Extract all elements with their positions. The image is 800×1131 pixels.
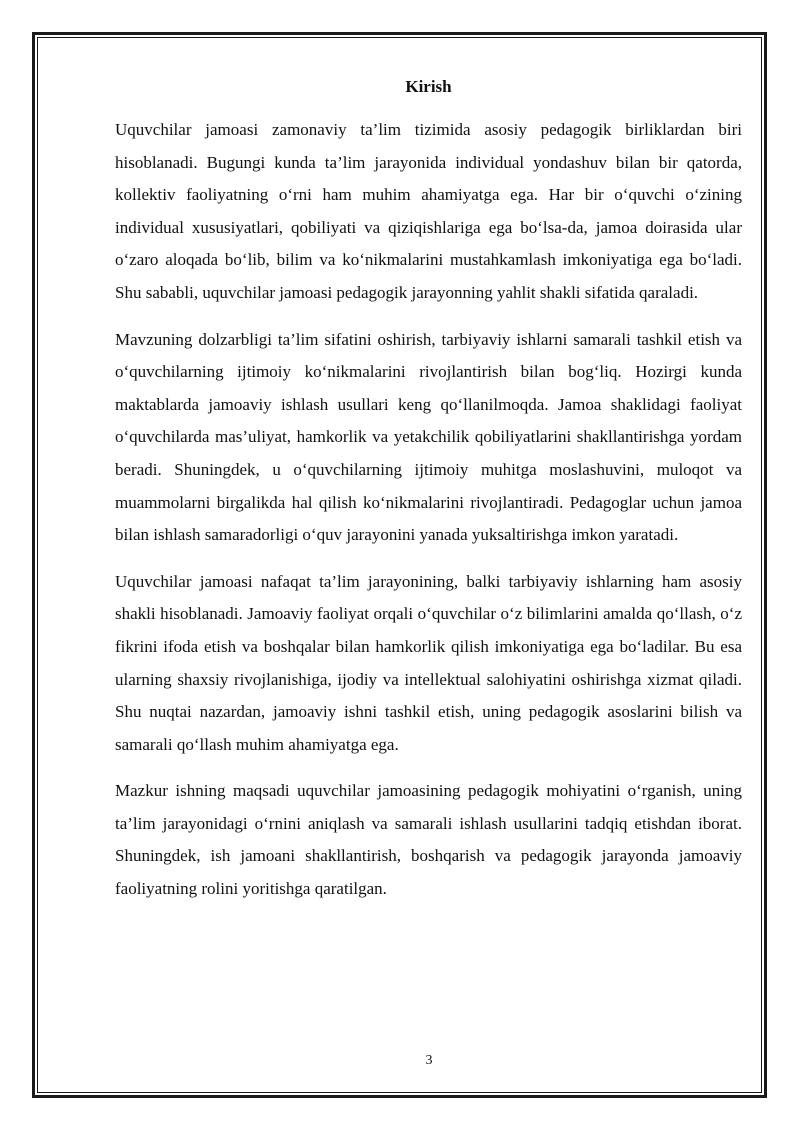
document-title: Kirish bbox=[405, 77, 452, 96]
paragraph-3: Uquvchilar jamoasi nafaqat ta’lim jarayonining, balki tarbiyaviy ishlarning ham asosiy shakli hisoblanadi. Jamoaviy faoliyat orqali o‘quvchilar o‘z bilimlarini amalda qo‘llash, o‘z fikrini ifoda etish va boshqalar bilan hamkorlik qilish imkoniyatiga ega bo‘ladilar. Bu esa ularning shaxsiy rivojlanishiga, ijodiy va intellektual salohiyatini oshirishga xizmat qiladi. Shu nuqtai nazardan, jamoaviy ishni tashkil etish, uning pedagogik asoslarini bilish va samarali qo‘llash muhim ahamiyatga ega. bbox=[115, 571, 742, 754]
paragraph-2: Mavzuning dolzarbligi ta’lim sifatini oshirish, tarbiyaviy ishlarni samarali tashkil etish va o‘quvchilarning ijtimoiy ko‘nikmalarini rivojlantirish bilan bog‘liq. Hozirgi kunda maktablarda jamoaviy ishlash usullari keng qo‘llanilmoqda. Jamoa shaklidagi faoliyat o‘quvchilarda mas’uliyat, hamkorlik va yetakchilik qobiliyatlarini shakllantirishga yordam beradi. Shuningdek, u o‘quvchilarning ijtimoiy muhitga moslashuvini, muloqot va muammolarni birgalikda hal qilish ko‘nikmalarini rivojlantiradi. Pedagoglar uchun jamoa bilan ishlash samaradorligi o‘quv jarayonini yanada yuksaltirishga imkon yaratadi. bbox=[115, 329, 742, 545]
document-body bbox=[115, 74, 742, 920]
paragraph-1: Uquvchilar jamoasi zamonaviy ta’lim tizimida asosiy pedagogik birliklardan biri hisoblanadi. Bugungi kunda ta’lim jarayonida individual yondashuv bilan bir qatorda, kollektiv faoliyatning o‘rni ham muhim ahamiyatga ega. Har bir o‘quvchi o‘zining individual xususiyatlari, qobiliyati va qiziqishlariga ega bo‘lsa-da, jamoa doirasida ular o‘zaro aloqada bo‘lib, bilim va ko‘nikmalarini mustahkamlash imkoniyatiga ega bo‘ladi. Shu sababli, uquvchilar jamoasi pedagogik jarayonning yahlit shakli sifatida qaraladi. bbox=[115, 120, 742, 302]
paragraph-4: Mazkur ishning maqsadi uquvchilar jamoasining pedagogik mohiyatini o‘rganish, uning ta’lim jarayonidagi o‘rnini aniqlash va samarali ishlash usullarini tadqiq etishdan iborat. Shuningdek, ish jamoani shakllantirish, boshqarish va pedagogik jarayonda jamoaviy faoliyatning rolini yoritishga qaratilgan. bbox=[115, 781, 742, 899]
page-number: 3 bbox=[425, 1053, 433, 1068]
